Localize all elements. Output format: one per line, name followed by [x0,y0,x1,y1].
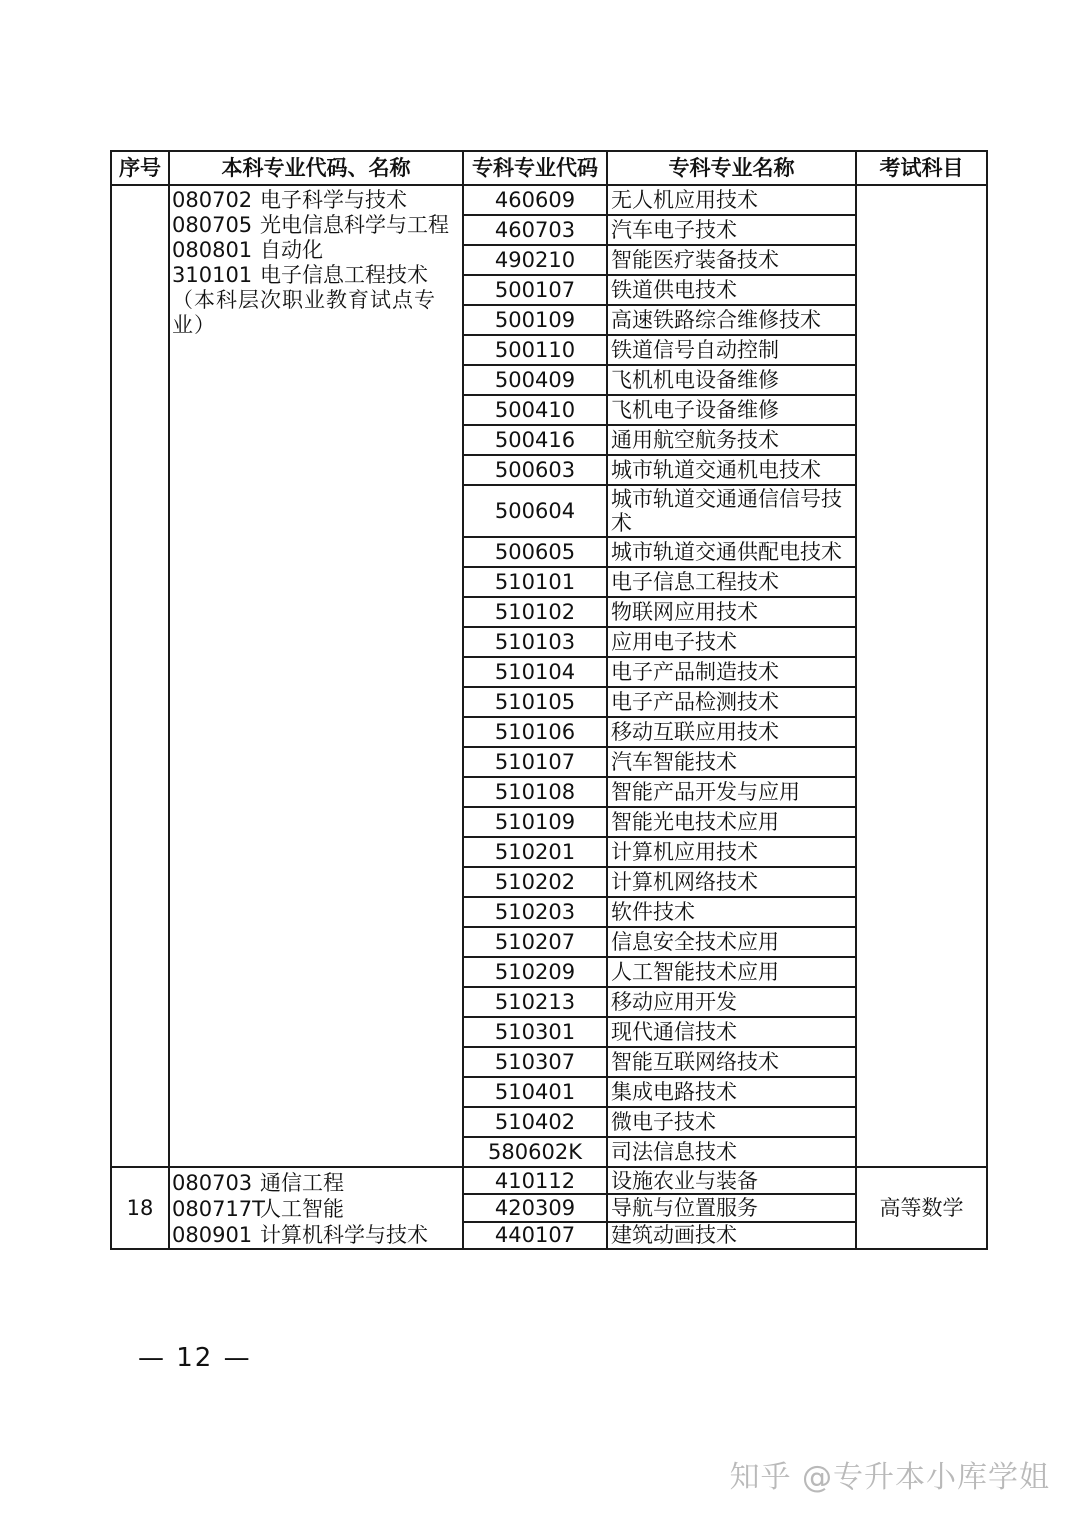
college-major-code: 510101 [463,567,607,597]
exam-subject-cell: 高等数学 [856,1167,987,1249]
undergrad-major-name: 光电信息科学与工程 [260,213,449,237]
undergrad-major-code: 080702 [172,188,253,212]
college-major-code: 500604 [463,485,607,537]
college-major-code: 420309 [463,1194,607,1221]
undergrad-major-note: （本科层次职业教育试点专业） [172,288,436,337]
college-major-code: 510213 [463,987,607,1017]
college-major-code: 510106 [463,717,607,747]
college-major-name: 智能互联网络技术 [607,1047,856,1077]
undergrad-major-line [172,238,458,263]
majors-table [110,150,988,1250]
undergrad-major-line [172,1196,458,1222]
college-major-name: 人工智能技术应用 [607,957,856,987]
college-major-name: 建筑动画技术 [607,1222,856,1249]
college-major-code: 510108 [463,777,607,807]
college-major-name: 城市轨道交通通信信号技术 [607,485,856,537]
undergrad-majors-cell [169,1167,463,1249]
college-major-code: 510207 [463,927,607,957]
undergrad-major-code: 080705 [172,213,253,237]
seq-cell: 18 [111,1167,169,1249]
undergrad-major-code: 080901 [172,1223,253,1247]
college-major-name: 应用电子技术 [607,627,856,657]
college-major-code: 410112 [463,1167,607,1194]
exam-subject-cell [856,185,987,1167]
college-major-code: 490210 [463,245,607,275]
college-major-code: 510107 [463,747,607,777]
undergrad-majors-cell [169,185,463,1167]
college-major-name: 电子产品制造技术 [607,657,856,687]
header-exam-subject: 考试科目 [856,151,987,185]
undergrad-major-code: 080703 [172,1171,253,1195]
college-major-name: 汽车电子技术 [607,215,856,245]
college-major-code: 580602K [463,1137,607,1167]
college-major-name: 集成电路技术 [607,1077,856,1107]
college-major-code: 500110 [463,335,607,365]
college-major-name: 现代通信技术 [607,1017,856,1047]
undergrad-major-name: 计算机科学与技术 [260,1223,428,1247]
college-major-code: 500410 [463,395,607,425]
undergrad-major-code: 310101 [172,263,253,287]
header-college-name: 专科专业名称 [607,151,856,185]
table-row [111,1167,987,1194]
college-major-name: 城市轨道交通机电技术 [607,455,856,485]
undergrad-major-code: 080801 [172,238,253,262]
college-major-name: 计算机网络技术 [607,867,856,897]
college-major-name: 电子信息工程技术 [607,567,856,597]
watermark: 知乎 @专升本小库学姐 [729,1460,1050,1495]
undergrad-major-line [172,188,458,213]
undergrad-major-name: 电子科学与技术 [260,188,407,212]
college-major-name: 智能医疗装备技术 [607,245,856,275]
undergrad-major-code: 080717T [172,1197,265,1221]
college-major-code: 510202 [463,867,607,897]
header-row [111,151,987,185]
college-major-name: 汽车智能技术 [607,747,856,777]
undergrad-major-line [172,263,458,288]
college-major-code: 440107 [463,1222,607,1249]
college-major-name: 微电子技术 [607,1107,856,1137]
undergrad-major-line [172,1222,458,1248]
undergrad-major-name: 人工智能 [260,1197,344,1221]
undergrad-major-name: 电子信息工程技术 [260,263,428,287]
college-major-name: 物联网应用技术 [607,597,856,627]
college-major-code: 500416 [463,425,607,455]
college-major-name: 铁道信号自动控制 [607,335,856,365]
college-major-code: 510201 [463,837,607,867]
college-major-code: 510109 [463,807,607,837]
college-major-code: 500603 [463,455,607,485]
undergrad-major-name: 通信工程 [260,1171,344,1195]
college-major-code: 510105 [463,687,607,717]
college-major-name: 软件技术 [607,897,856,927]
college-major-name: 电子产品检测技术 [607,687,856,717]
college-major-code: 500109 [463,305,607,335]
undergrad-major-line [172,213,458,238]
college-major-name: 城市轨道交通供配电技术 [607,537,856,567]
college-major-code: 460703 [463,215,607,245]
college-major-code: 510209 [463,957,607,987]
college-major-code: 460609 [463,185,607,215]
college-major-code: 510402 [463,1107,607,1137]
college-major-code: 510104 [463,657,607,687]
college-major-name: 飞机电子设备维修 [607,395,856,425]
college-major-name: 通用航空航务技术 [607,425,856,455]
header-undergrad-major: 本科专业代码、名称 [169,151,463,185]
college-major-name: 设施农业与装备 [607,1167,856,1194]
college-major-code: 500605 [463,537,607,567]
college-major-code: 510102 [463,597,607,627]
college-major-code: 510103 [463,627,607,657]
college-major-code: 510301 [463,1017,607,1047]
undergrad-major-line [172,1170,458,1196]
college-major-name: 导航与位置服务 [607,1194,856,1221]
table-row [111,185,987,215]
college-major-code: 510307 [463,1047,607,1077]
college-major-name: 智能产品开发与应用 [607,777,856,807]
college-major-name: 飞机机电设备维修 [607,365,856,395]
college-major-name: 信息安全技术应用 [607,927,856,957]
college-major-code: 510401 [463,1077,607,1107]
seq-cell [111,185,169,1167]
undergrad-major-name: 自动化 [260,238,323,262]
college-major-name: 无人机应用技术 [607,185,856,215]
college-major-name: 计算机应用技术 [607,837,856,867]
college-major-name: 智能光电技术应用 [607,807,856,837]
college-major-name: 司法信息技术 [607,1137,856,1167]
college-major-name: 铁道供电技术 [607,275,856,305]
college-major-code: 500107 [463,275,607,305]
page-number: — 12 — [138,1343,252,1373]
college-major-name: 移动互联应用技术 [607,717,856,747]
college-major-name: 移动应用开发 [607,987,856,1017]
college-major-code: 500409 [463,365,607,395]
college-major-code: 510203 [463,897,607,927]
header-college-code: 专科专业代码 [463,151,607,185]
header-seq: 序号 [111,151,169,185]
college-major-name: 高速铁路综合维修技术 [607,305,856,335]
